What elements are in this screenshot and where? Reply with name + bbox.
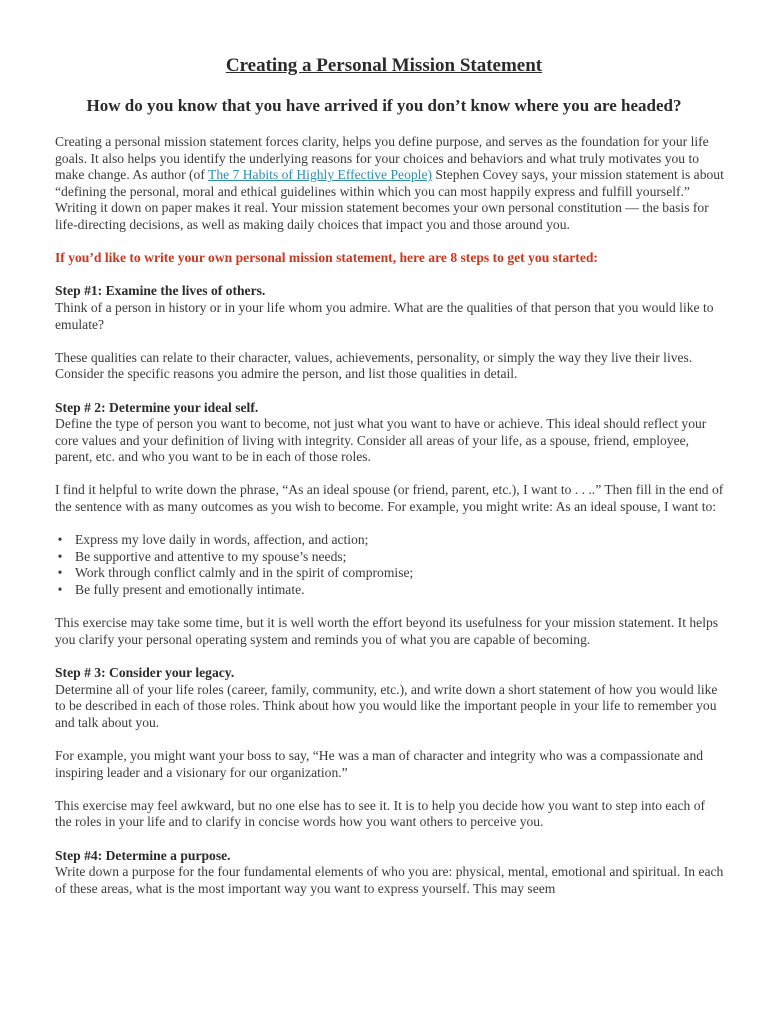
bullet-icon: • xyxy=(57,582,63,598)
list-item xyxy=(57,532,725,549)
step-3-lead: Determine all of your life roles (career, family, community, etc.), and write down a short statement of how you would like to be described in each of those roles. Think about how you would like the important people in your life to remember you and talk about you. xyxy=(55,681,718,730)
step-1-paragraph: These qualities can relate to their character, values, achievements, personality, or simply the way they live their lives. Consider the specific reasons you admire the person, and list those qualities in detail. xyxy=(55,349,693,382)
list-item xyxy=(57,548,725,566)
step-2-heading: Step # 2: Determine your ideal self. xyxy=(55,399,259,415)
step-1 xyxy=(55,283,725,333)
step-4 xyxy=(55,848,725,898)
step-2-lead: Define the type of person you want to become, not just what you want to have or achieve. This ideal should reflect your core values and your definition of living with integrity. Consider all areas of your life, as a spouse, friend, employee, parent, etc. and who you want to be in each of those roles. xyxy=(55,416,707,465)
bullet-icon: • xyxy=(57,565,63,581)
bullet-icon: • xyxy=(57,548,63,564)
page-subtitle: How do you know that you have arrived if you don’t know where you are headed? xyxy=(86,96,682,115)
document-body xyxy=(55,134,725,897)
step-3 xyxy=(55,665,725,731)
list-item xyxy=(57,565,725,582)
list-item-text: Work through conflict calmly and in the spirit of compromise; xyxy=(75,565,414,581)
steps-callout: If you’d like to write your own personal mission statement, here are 8 steps to get you started: xyxy=(55,250,598,266)
step-3-example-paragraph: For example, you might want your boss to say, “He was a man of character and integrity who was a compassionate and inspiring leader and a visionary for our organization.” xyxy=(55,747,704,780)
step-3-heading: Step # 3: Consider your legacy. xyxy=(55,665,235,680)
intro-text-after-link: Stephen Covey says, your mission statement is about “defining the personal, moral and ethical guidelines within which you can most happily express and fulfill yourself.” Writing it down on paper makes it real. Your mission statement becomes your own personal constitution — the basis for life-directing decisions, as well as making daily choices that impact you and those around you. xyxy=(55,167,724,232)
habits-book-link[interactable]: The 7 Habits of Highly Effective People) xyxy=(208,167,433,183)
list-item-text: Be fully present and emotionally intimate. xyxy=(75,582,305,598)
step-2-closing-paragraph: This exercise may take some time, but it is well worth the effort beyond its usefulness for your mission statement. It helps you clarify your personal operating system and reminds you of what you are capable of becoming. xyxy=(55,615,719,647)
list-item-text: Express my love daily in words, affection, and action; xyxy=(75,532,369,548)
intro-text-before-link: Creating a personal mission statement forces clarity, helps you define purpose, and serves as the foundation for your life goals. It also helps you identify the underlying reasons for your choices and behaviors and what truly motivates you to make change. As author (of xyxy=(55,134,709,183)
step-4-heading: Step #4: Determine a purpose. xyxy=(55,847,231,863)
list-item xyxy=(57,582,725,599)
list-item-text: Be supportive and attentive to my spouse’s needs; xyxy=(75,548,347,564)
step-3-paragraph: This exercise may feel awkward, but no one else has to see it. It is to help you decide how you want to step into each of the roles in your life and to clarify in concise words how you want others to perceive you. xyxy=(55,797,706,830)
step-2-paragraph: I find it helpful to write down the phrase, “As an ideal spouse (or friend, parent, etc.), I want to . . ..” Then fill in the end of the sentence with as many outcomes as you wish to become. For example, you might write: As an ideal spouse, I want to: xyxy=(55,482,724,515)
step-1-lead: Think of a person in history or in your life whom you admire. What are the qualities of that person that you would like to emulate? xyxy=(55,299,714,332)
step-4-lead: Write down a purpose for the four fundamental elements of who you are: physical, mental, emotional and spiritual. In each of these areas, what is the most important way you want to express yourself. This may seem xyxy=(55,864,724,896)
bullet-icon: • xyxy=(57,532,63,548)
page-title: Creating a Personal Mission Statement xyxy=(225,55,543,76)
intro-paragraph xyxy=(55,134,725,234)
step-2 xyxy=(55,400,725,466)
step-1-heading: Step #1: Examine the lives of others. xyxy=(55,283,266,299)
ideal-spouse-list xyxy=(55,532,725,598)
